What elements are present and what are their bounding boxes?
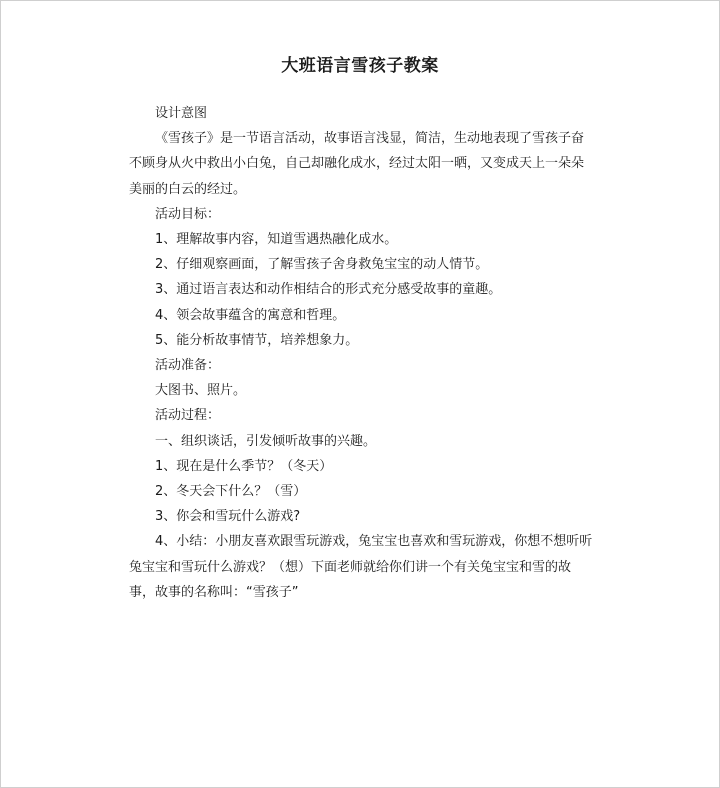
process-question-2: 2、冬天会下什么？（雪） (155, 484, 307, 500)
goal-item-2: 2、仔细观察画面，了解雪孩子舍身救兔宝宝的动人情节。 (155, 257, 489, 273)
process-question-3: 3、你会和雪玩什么游戏? (155, 509, 301, 525)
document-body (129, 101, 595, 605)
goal-item-4: 4、领会故事蕴含的寓意和哲理。 (155, 307, 346, 323)
process-step-1: 一、组织谈话，引发倾听故事的兴趣。 (155, 433, 377, 449)
process-summary: 4、小结：小朋友喜欢跟雪玩游戏，兔宝宝也喜欢和雪玩游戏，你想不想听听兔宝宝和雪玩什么游戏？（想）下面老师就给你们讲一个有关兔宝宝和雪的故事，故事的名称叫：“雪孩子” (129, 534, 593, 600)
goal-item-3: 3、通过语言表达和动作相结合的形式充分感受故事的童趣。 (155, 282, 502, 298)
heading-activity-goals: 活动目标： (155, 206, 221, 222)
heading-activity-preparation: 活动准备： (155, 358, 221, 374)
document-title: 大班语言雪孩子教案 (281, 56, 439, 76)
preparation-text: 大图书、照片。 (155, 383, 247, 399)
goal-item-1: 1、理解故事内容，知道雪遇热融化成水。 (155, 232, 398, 248)
heading-activity-process: 活动过程： (155, 408, 221, 424)
heading-design-intent: 设计意图 (155, 106, 208, 121)
paragraph-intro: 《雪孩子》是一节语言活动，故事语言浅显，简洁，生动地表现了雪孩子奋不顾身从火中救出小白兔，自己却融化成水，经过太阳一晒，又变成天上一朵朵美丽的白云的经过。 (129, 131, 585, 197)
goal-item-5: 5、能分析故事情节，培养想象力。 (155, 332, 359, 348)
process-question-1: 1、现在是什么季节？（冬天） (155, 458, 333, 474)
